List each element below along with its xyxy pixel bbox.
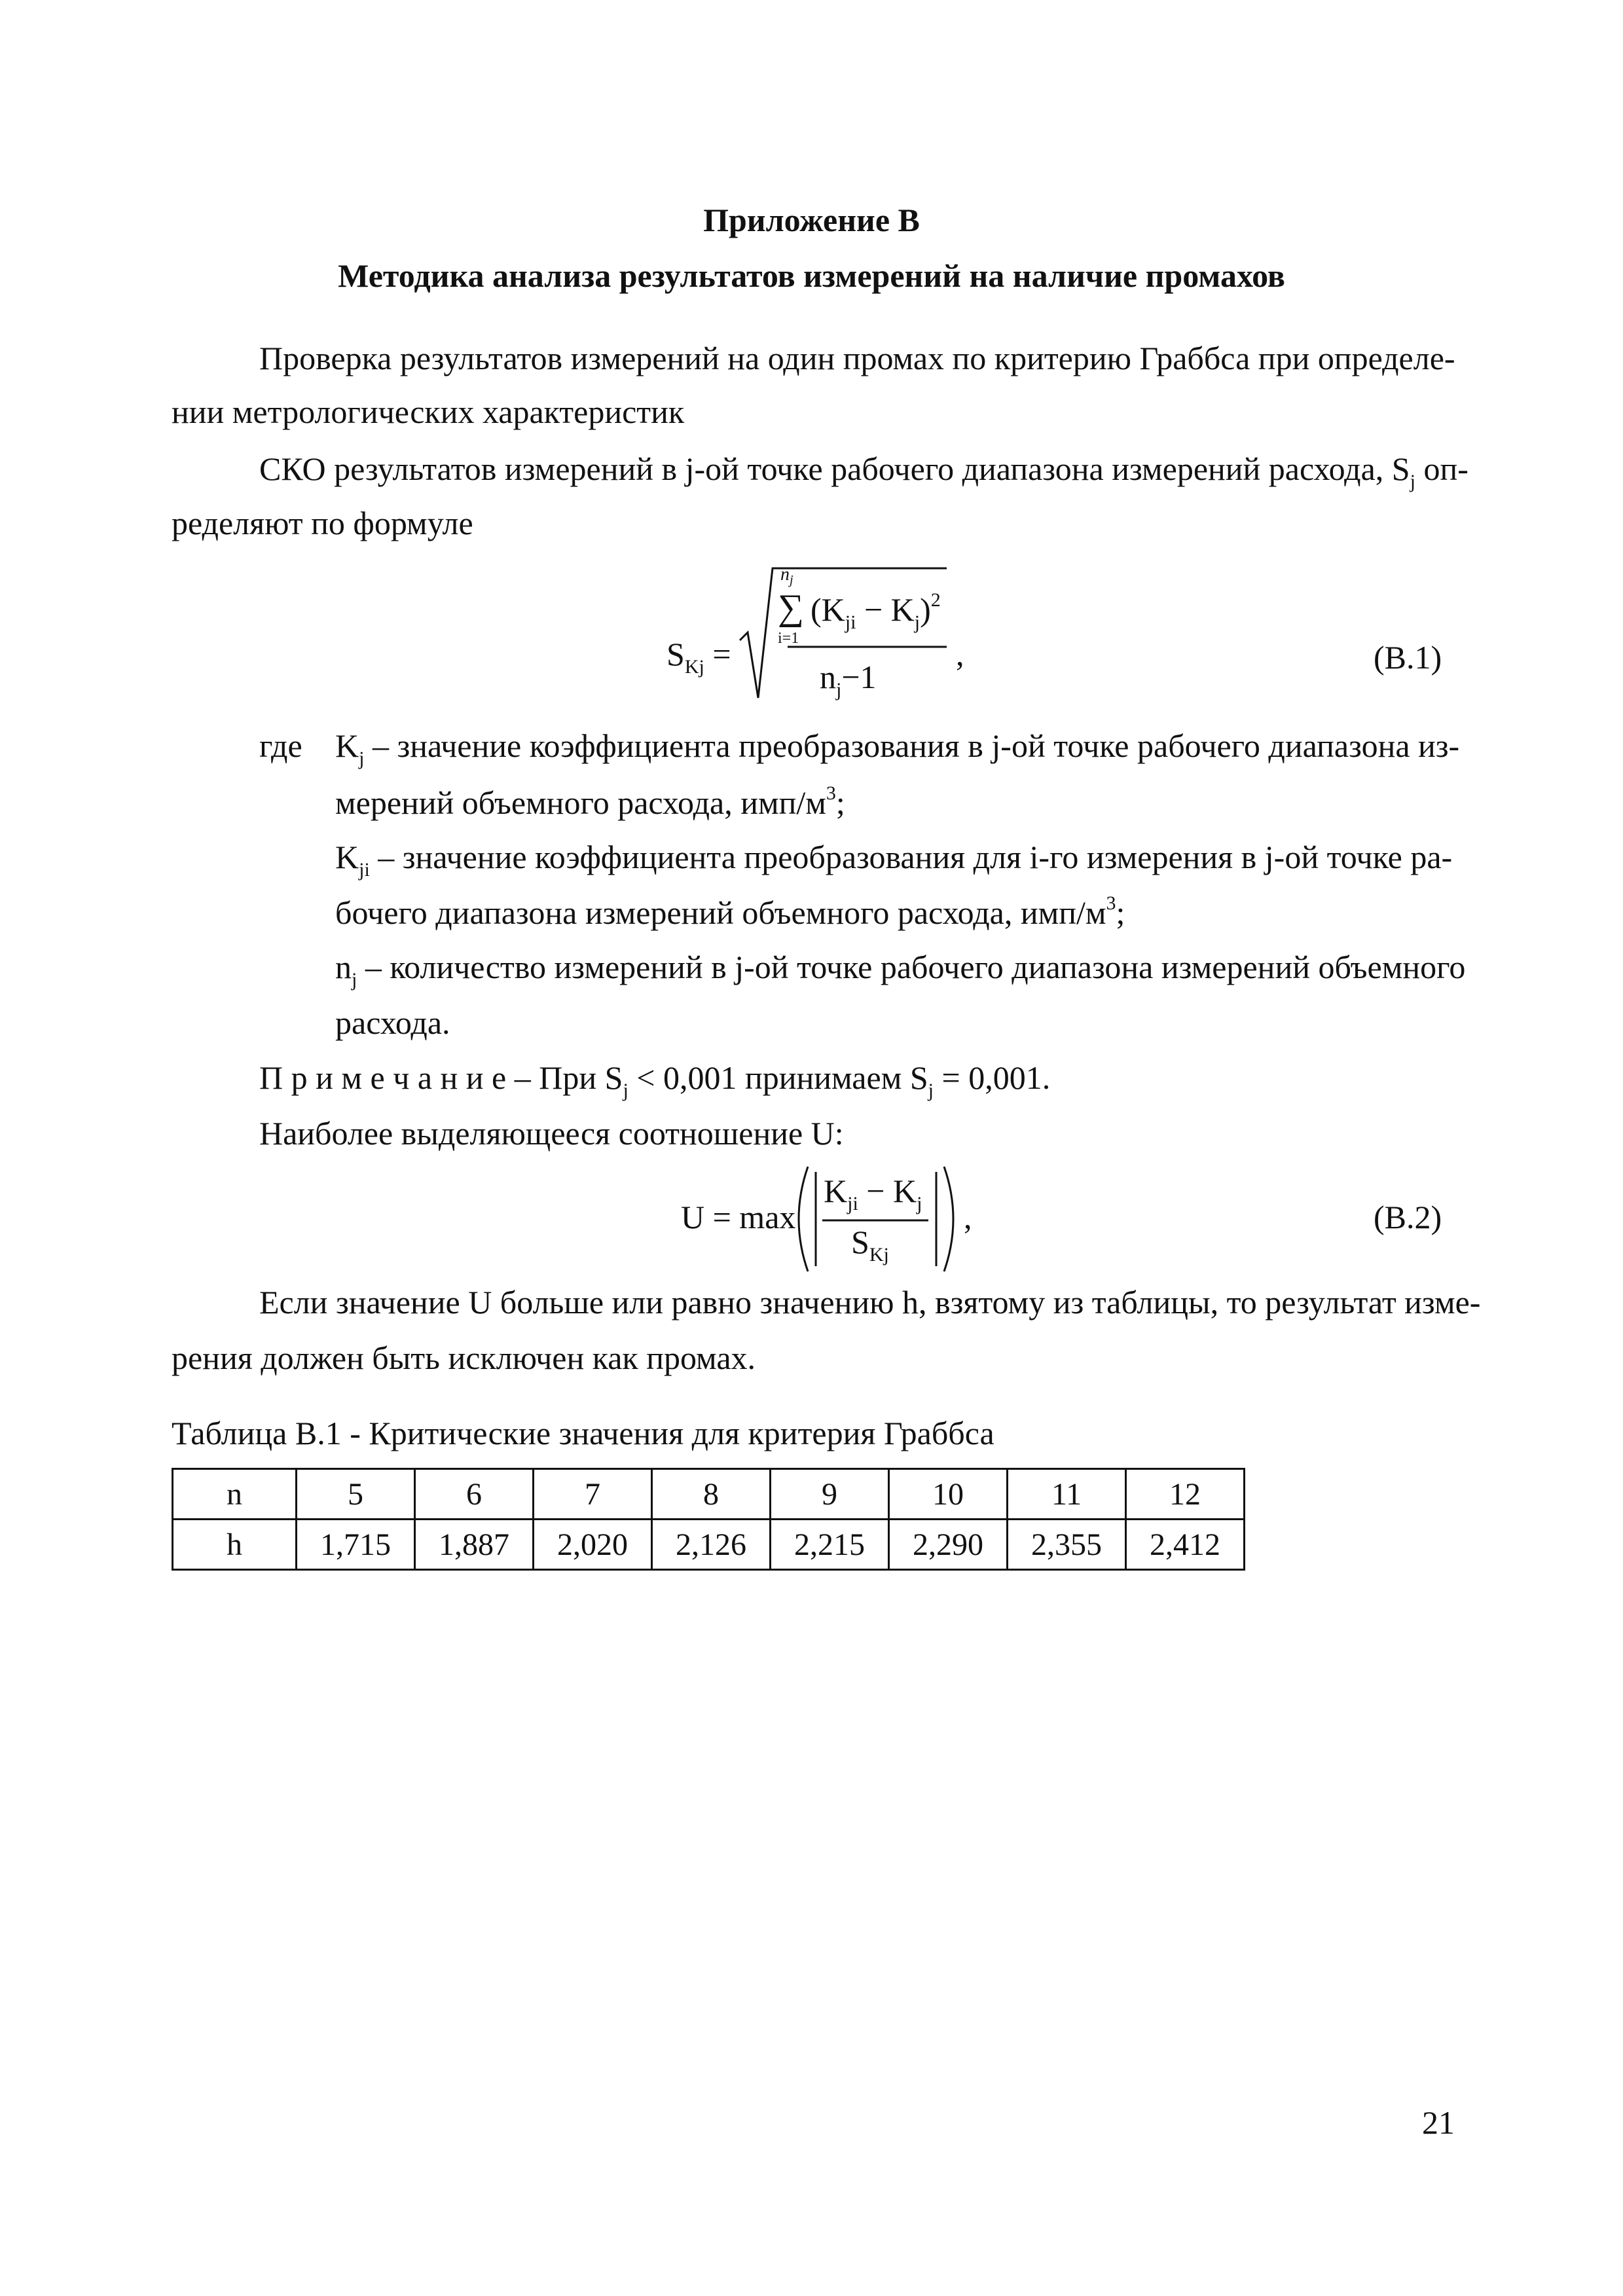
- table-cell: 2,355: [1008, 1520, 1126, 1570]
- sum-icon: ∑: [778, 587, 804, 628]
- table-cell: 2,412: [1126, 1520, 1245, 1570]
- note-label: П р и м е ч а н и е: [259, 1059, 507, 1096]
- table-row-n: [173, 1469, 1245, 1520]
- table-cell: 2,020: [534, 1520, 652, 1570]
- table-cell: n: [173, 1469, 297, 1520]
- table-cell: 9: [771, 1469, 889, 1520]
- table-cell: 5: [297, 1469, 415, 1520]
- appendix-subtitle: Методика анализа результатов измерений на наличие промахов: [338, 257, 1285, 294]
- grubbs-table: [172, 1468, 1245, 1571]
- def-kji-line-2: бочего диапазона измерений объемного расхода, имп/$м^3$;: [335, 892, 1125, 931]
- table-cell: 11: [1008, 1469, 1126, 1520]
- page-number: 21: [1422, 2104, 1455, 2141]
- where-label: где: [259, 727, 302, 764]
- formula2-comma: ,: [964, 1199, 972, 1235]
- def-kj-line-2: мерений объемного расхода, имп/$м^3$;: [335, 782, 845, 821]
- sko-line-2: ределяют по формуле: [172, 505, 473, 541]
- sum-lower-limit: i=1: [778, 630, 799, 647]
- table-row-h: [173, 1520, 1245, 1570]
- table-cell: 2,126: [652, 1520, 771, 1570]
- intro-line-2: нии метрологических характеристик: [172, 393, 685, 430]
- formula1-numerator: $(K_{ji} - K_j)^2$: [811, 589, 941, 633]
- formula2-lhs: U = max: [681, 1199, 796, 1235]
- conclusion-line-2: рения должен быть исключен как промах.: [172, 1339, 756, 1376]
- formula1-number: (В.1): [1374, 639, 1442, 676]
- table-cell: 12: [1126, 1469, 1245, 1520]
- table-cell: 2,215: [771, 1520, 889, 1570]
- ratio-intro: Наиболее выделяющееся соотношение U:: [259, 1115, 844, 1152]
- sko-line-1: СКО результатов измерений в j-ой точке рабочего диапазона измерений расхода, $S_j$ оп-: [259, 450, 1468, 492]
- formula2-number: (В.2): [1374, 1199, 1442, 1235]
- def-nj-line-2: расхода.: [335, 1004, 450, 1041]
- conclusion-line-1: Если значение U больше или равно значению h, взятому из таблицы, то результат изме-: [259, 1284, 1481, 1321]
- table-cell: 1,887: [415, 1520, 534, 1570]
- formula1-lhs: $S_{Kj}$ =: [666, 636, 731, 678]
- formula2-denominator: $S_{Kj}$: [851, 1224, 889, 1266]
- sum-upper-limit: $n_j$: [780, 564, 793, 587]
- def-kji-line-1: $K_{ji}$ – значение коэффициента преобразования для i-го измерения в j-ой точке ра-: [335, 839, 1453, 881]
- table-caption: Таблица В.1 - Критические значения для критерия Граббса: [172, 1415, 994, 1451]
- table-cell: 2,290: [889, 1520, 1008, 1570]
- table-cell: h: [173, 1520, 297, 1570]
- table-cell: 10: [889, 1469, 1008, 1520]
- table-cell: 1,715: [297, 1520, 415, 1570]
- formula1-comma: ,: [956, 636, 964, 672]
- table-cell: 7: [534, 1469, 652, 1520]
- appendix-title: Приложение В: [703, 202, 920, 238]
- table-cell: 6: [415, 1469, 534, 1520]
- formula1-denominator: $n_j-1$: [820, 659, 877, 701]
- table-cell: 8: [652, 1469, 771, 1520]
- def-kj-line-1: $K_j$ – значение коэффициента преобразования в j-ой точке рабочего диапазона из-: [335, 727, 1460, 769]
- note: П р и м е ч а н и е – При $S_j < 0,001$ принимаем $S_j = 0,001$.: [259, 1059, 1051, 1101]
- formula2-numerator: $K_{ji} - K_j$: [824, 1173, 922, 1214]
- def-nj-line-1: $n_j$ – количество измерений в j-ой точке рабочего диапазона измерений объемного: [335, 949, 1466, 991]
- intro-line-1: Проверка результатов измерений на один промах по критерию Граббса при определе-: [259, 340, 1455, 376]
